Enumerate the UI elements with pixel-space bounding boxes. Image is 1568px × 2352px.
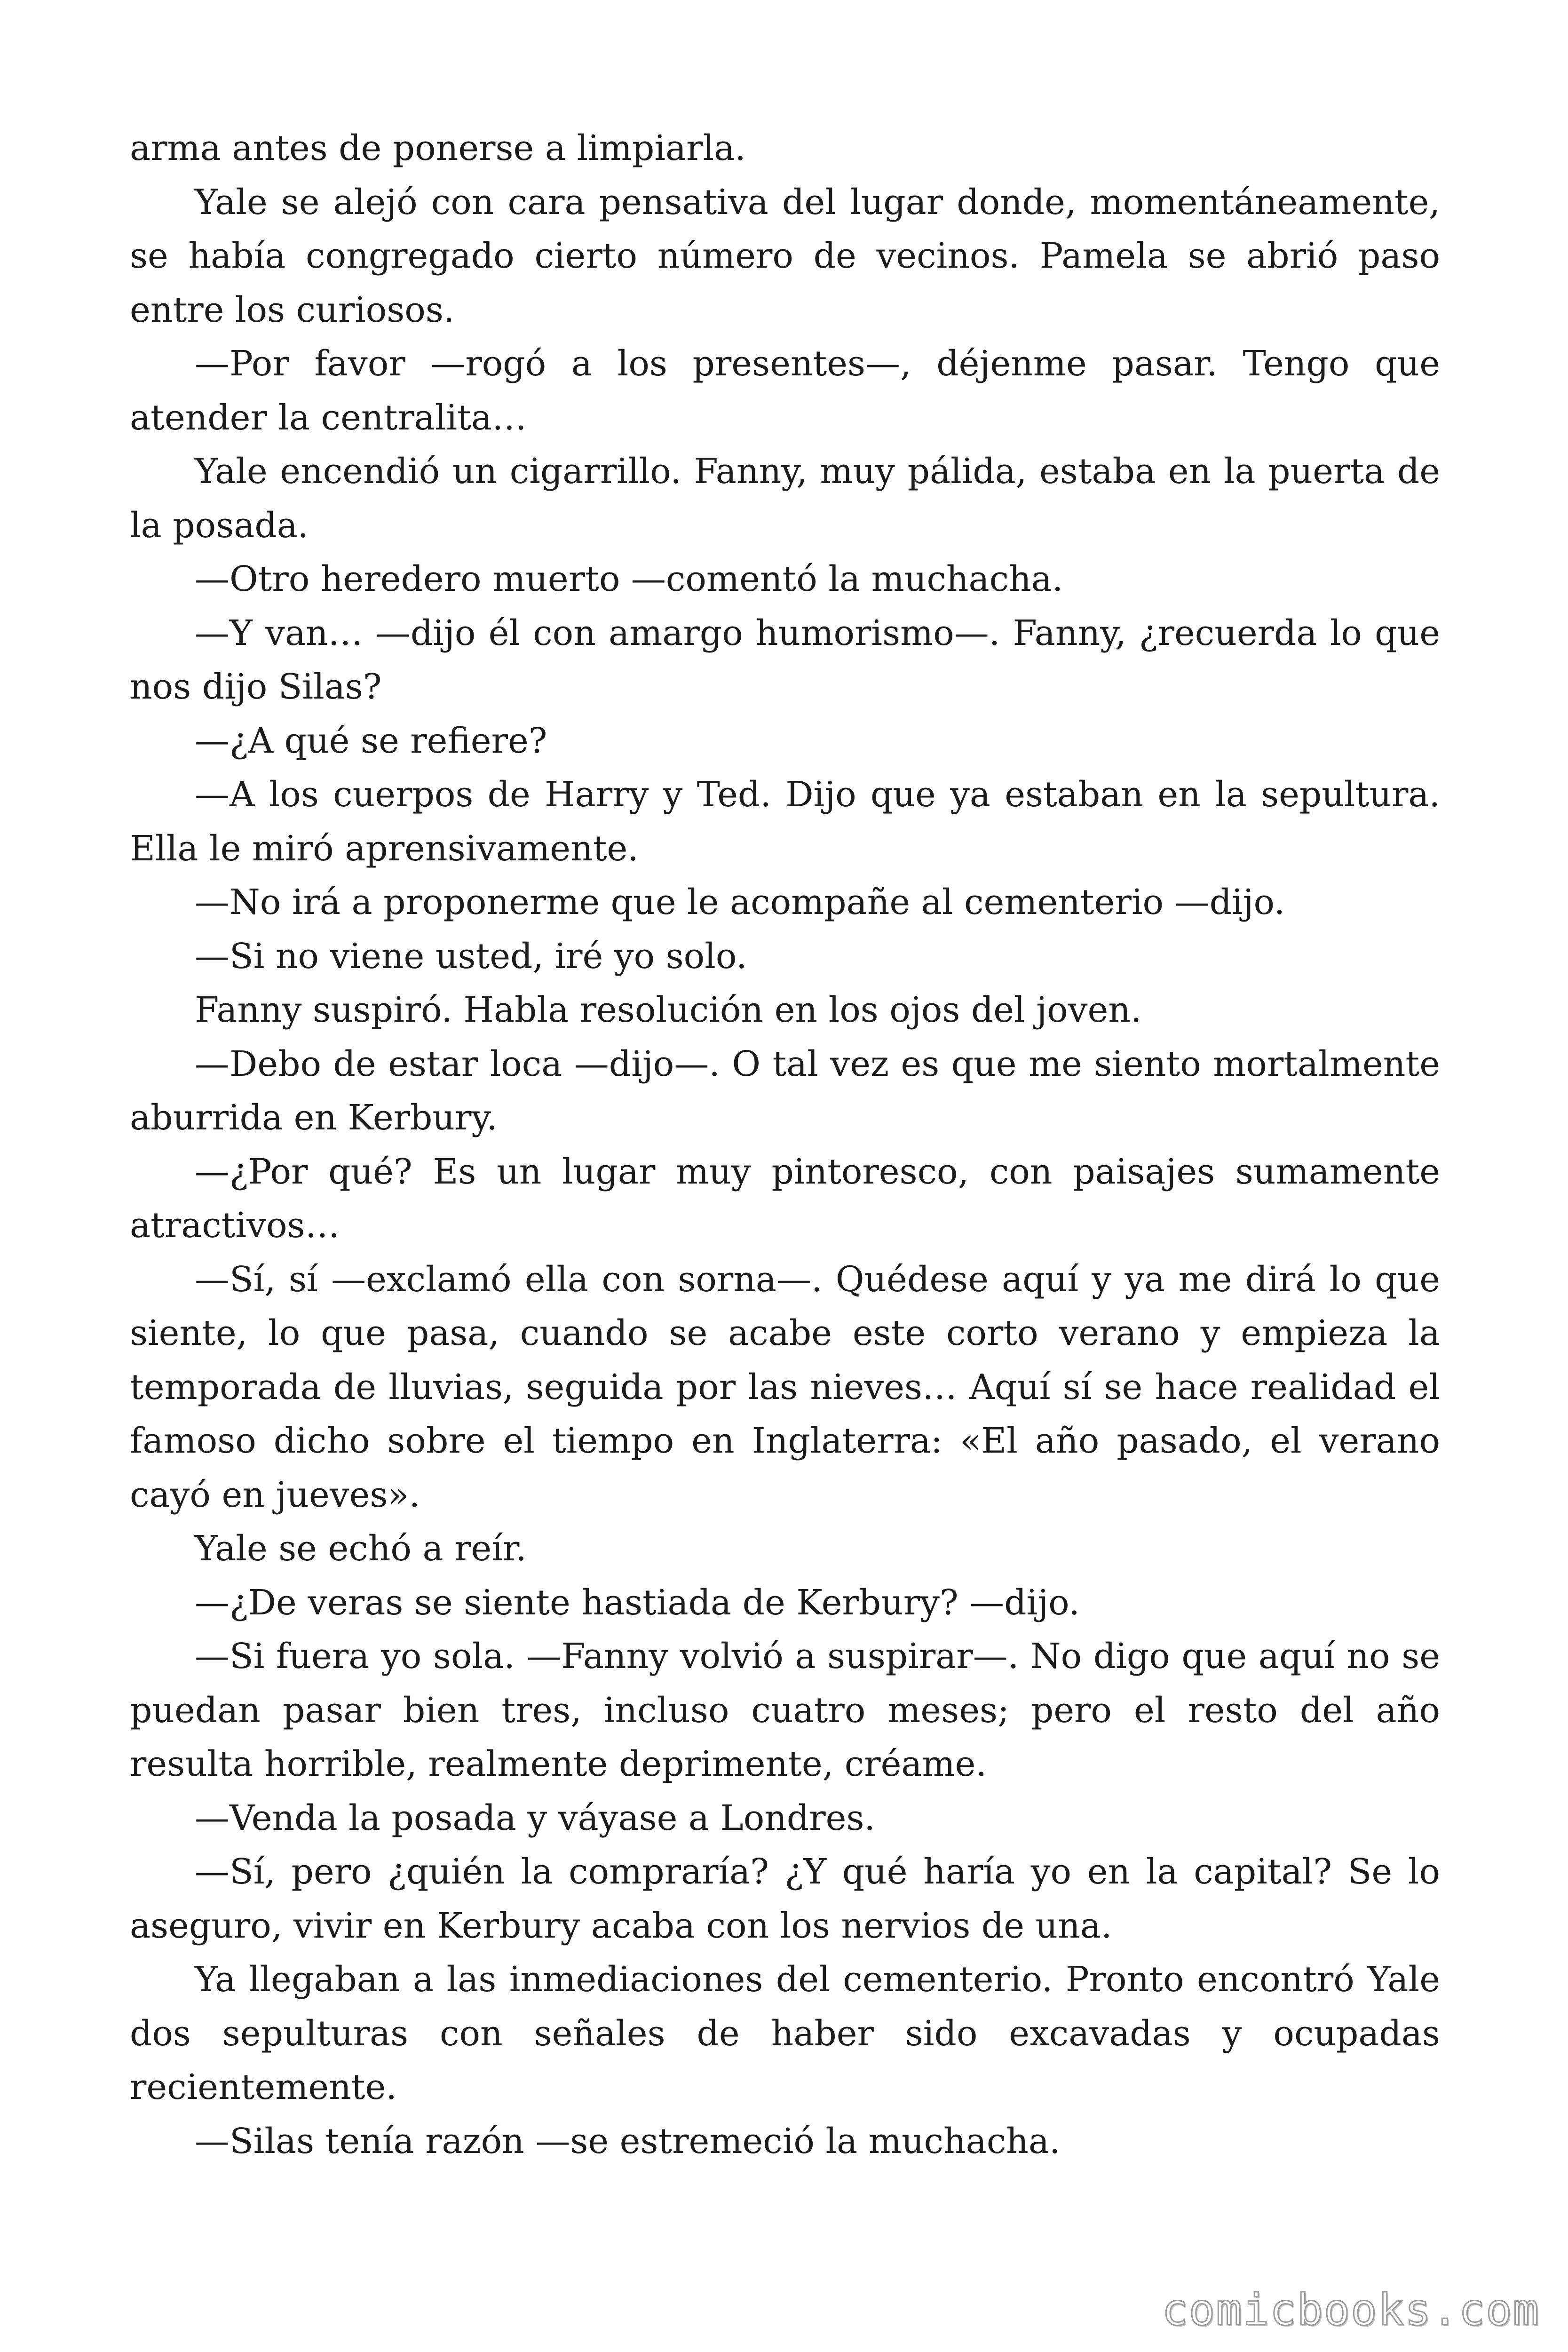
paragraph: Yale se alejó con cara pensativa del lugar donde, momentáneamente, se había congregado cierto número de vecinos. Pamela se abrió paso entre los curiosos.	[130, 182, 1440, 330]
paragraph: —Debo de estar loca —dijo—. O tal vez es que me siento mortalmente aburrida en Kerbury.	[130, 1043, 1440, 1138]
paragraph: —Otro heredero muerto —comentó la muchacha.	[195, 559, 1063, 599]
paragraph: Yale encendió un cigarrillo. Fanny, muy pálida, estaba en la puerta de la posada.	[130, 451, 1440, 546]
paragraph: —¿De veras se siente hastiada de Kerbury? —dijo.	[195, 1582, 1080, 1623]
page-text	[130, 121, 1440, 2168]
paragraph: Yale se echó a reír.	[195, 1528, 527, 1569]
paragraph: —Por favor —rogó a los presentes—, déjenme pasar. Tengo que atender la centralita…	[130, 343, 1440, 438]
paragraph: —Si no viene usted, iré yo solo.	[195, 936, 747, 977]
paragraph: —¿Por qué? Es un lugar muy pintoresco, con paisajes sumamente atractivos…	[130, 1151, 1440, 1246]
paragraph: Ya llegaban a las inmediaciones del cementerio. Pronto encontró Yale dos sepulturas con señales de haber sido excavadas y ocupadas recientemente.	[130, 1959, 1440, 2107]
paragraph: Fanny suspiró. Habla resolución en los ojos del joven.	[195, 990, 1142, 1030]
paragraph: —Silas tenía razón —se estremeció la muchacha.	[195, 2121, 1061, 2161]
paragraph: —Venda la posada y váyase a Londres.	[195, 1797, 875, 1838]
watermark: comicbooks.com	[1162, 2285, 1540, 2335]
paragraph: —¿A qué se refiere?	[195, 720, 547, 761]
paragraph: —Sí, sí —exclamó ella con sorna—. Quédese aquí y ya me dirá lo que siente, lo que pasa, cuando se acabe este corto verano y empieza la temporada de lluvias, seguida por las nieves… Aquí sí se hace realidad el famoso dicho sobre el tiempo en Inglaterra: «El año pasado, el verano cayó en jueves».	[130, 1259, 1440, 1515]
paragraph: —Sí, pero ¿quién la compraría? ¿Y qué haría yo en la capital? Se lo aseguro, vivir en Kerbury acaba con los nervios de una.	[130, 1851, 1440, 1946]
paragraph-continuation: arma antes de ponerse a limpiarla.	[130, 128, 746, 168]
paragraph: —Si fuera yo sola. —Fanny volvió a suspirar—. No digo que aquí no se puedan pasar bien tres, incluso cuatro meses; pero el resto del año resulta horrible, realmente deprimente, créame.	[130, 1636, 1440, 1784]
paragraph: —No irá a proponerme que le acompañe al cementerio —dijo.	[195, 882, 1285, 922]
paragraph: —Y van… —dijo él con amargo humorismo—. Fanny, ¿recuerda lo que nos dijo Silas?	[130, 612, 1440, 707]
paragraph: —A los cuerpos de Harry y Ted. Dijo que ya estaban en la sepultura. Ella le miró aprensivamente.	[130, 774, 1440, 869]
